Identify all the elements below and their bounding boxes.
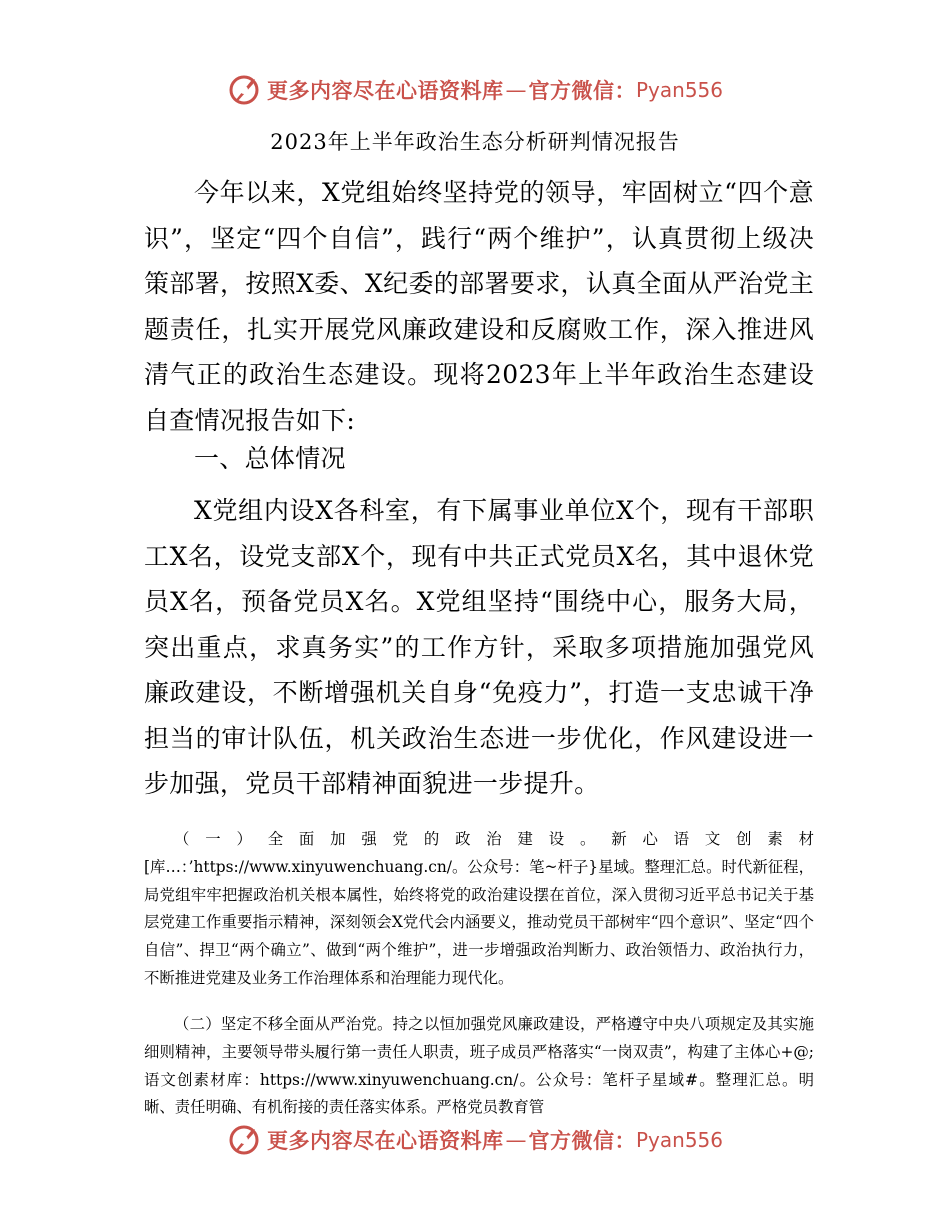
watermark-contact-label: 官方微信： — [528, 79, 636, 103]
watermark-brand: Pyan556 — [635, 1128, 723, 1152]
watermark-brand: Pyan556 — [635, 78, 723, 102]
document-title: 2023年上半年政治生态分析研判情况报告 — [270, 130, 680, 154]
watermark-contact-label: 官方微信： — [528, 1129, 636, 1153]
item-paragraph-1: （一）全面加强党的政治建设。新心语文创素材[库…：’https://www.xinyuwenchuang.cn/。公众号：笔~杆子}星域。整理汇总。时代新征程，局党组牢牢把握政治机关根本属性，始终将党的政治建设摆在首位，深入贯彻习近平总书记关于基层党建工作重要指示精神，深刻领会X党代会内涵要义，推动党员干部树牢“四个意识”、坚定“四个自信”、捍卫“两个确立”、做到“两个维护”，进一步增强政治判断力、政治领悟力、政治执行力，不断推进党建及业务工作治理体系和治理能力现代化。 — [144, 830, 814, 987]
watermark-text: 更多内容尽在心语资料库 — [266, 1129, 504, 1153]
intro-paragraph: 今年以来，X党组始终坚持党的领导，牢固树立“四个意识”，坚定“四个自信”，践行“两个维护”，认真贯彻上级决策部署，按照X委、X纪委的部署要求，认真全面从严治党主题责任，扎实开展党风廉政建设和反腐败工作，深入推进风清气正的政治生态建设。现将2023年上半年政治生态建设自查情况报告如下: — [144, 178, 814, 435]
watermark-text: 更多内容尽在心语资料库 — [266, 79, 504, 103]
quill-logo-icon — [227, 73, 261, 107]
watermark-header — [0, 70, 950, 110]
item-paragraph-2: （二）坚定不移全面从严治党。持之以恒加强党风廉政建设，严格遵守中央八项规定及其实施细则精神，主要领导带头履行第一责任人职责，班子成员严格落实“一岗双责”，构建了主体心+@;语文创素材库：https://www.xinyuwenchuang.cn/。公众号：笔杆子星域#。整理汇总。明晰、责任明确、有机衔接的责任落实体系。严格党员教育管 — [144, 1015, 814, 1117]
section-body-paragraph: X党组内设X各科室，有下属事业单位X个，现有干部职工X名，设党支部X个，现有中共正式党员X名，其中退休党员X名，预备党员X名。X党组坚持“围绕中心，服务大局，突出重点，求真务实”的工作方针，采取多项措施加强党风廉政建设，不断增强机关自身“免疫力”，打造一支忠诚干净担当的审计队伍，机关政治生态进一步优化，作风建设进一步加强，党员干部精神面貌进一步提升。 — [144, 496, 814, 798]
quill-logo-icon — [227, 1123, 261, 1157]
section-heading: 一、总体情况 — [194, 444, 346, 473]
watermark-separator: — — [505, 1128, 527, 1152]
watermark-footer — [0, 1120, 950, 1160]
watermark-separator: — — [505, 78, 527, 102]
